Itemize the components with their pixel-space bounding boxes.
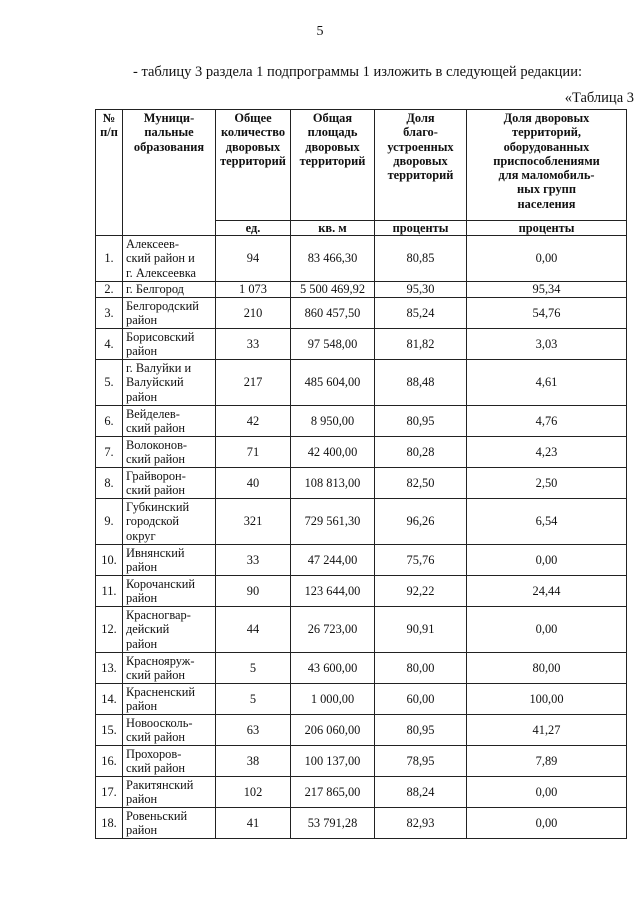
header-line: № xyxy=(102,111,116,125)
cell-equipped: 3,03 xyxy=(467,329,627,360)
cell-area: 83 466,30 xyxy=(291,236,375,282)
unit-total-area: кв. м xyxy=(291,221,375,236)
table-row xyxy=(96,406,627,437)
header-total-count xyxy=(216,110,291,221)
municipality-name-line: район xyxy=(126,591,158,605)
cell-area: 123 644,00 xyxy=(291,576,375,607)
municipality-name-line: ский район xyxy=(126,668,186,682)
municipality-name xyxy=(123,684,216,715)
cell-equipped: 6,54 xyxy=(467,499,627,545)
municipality-name-line: Белгородский xyxy=(126,298,199,313)
municipality-name-line: район xyxy=(126,560,158,574)
municipality-name-line: район xyxy=(126,823,158,837)
cell-count: 102 xyxy=(216,777,291,808)
row-number: 1. xyxy=(96,236,123,282)
header-line: оборудованных xyxy=(503,139,590,154)
municipality-name xyxy=(123,282,216,298)
municipality-name-line: Волоконов- xyxy=(126,437,188,452)
header-line: пальные xyxy=(144,125,194,140)
header-line: образования xyxy=(133,139,205,154)
cell-area: 729 561,30 xyxy=(291,499,375,545)
row-number: 6. xyxy=(96,406,123,437)
municipality-name-line: Грайворон- xyxy=(126,468,186,483)
cell-count: 5 xyxy=(216,653,291,684)
cell-count: 71 xyxy=(216,437,291,468)
header-line: п/п xyxy=(100,125,118,140)
header-line: дворовых xyxy=(225,139,281,154)
row-number: 18. xyxy=(96,808,123,839)
municipality-name xyxy=(123,437,216,468)
header-line: приспособлениями xyxy=(493,153,600,168)
row-number: 13. xyxy=(96,653,123,684)
row-number: 14. xyxy=(96,684,123,715)
cell-count: 33 xyxy=(216,329,291,360)
cell-equipped: 54,76 xyxy=(467,298,627,329)
header-line: Муници- xyxy=(143,111,195,125)
cell-area: 8 950,00 xyxy=(291,406,375,437)
municipality-name-line: Вейделев- xyxy=(126,406,180,421)
cell-count: 42 xyxy=(216,406,291,437)
cell-improved: 82,93 xyxy=(375,808,467,839)
municipality-name xyxy=(123,607,216,653)
cell-improved: 80,95 xyxy=(375,715,467,746)
municipality-name-line: ский район xyxy=(126,761,186,775)
table-row xyxy=(96,437,627,468)
table-row xyxy=(96,282,627,298)
municipality-name-line: округ xyxy=(126,528,156,543)
municipality-name-line: Краснояруж- xyxy=(126,653,195,668)
municipality-name xyxy=(123,329,216,360)
header-line: благо- xyxy=(403,125,438,140)
municipality-name xyxy=(123,499,216,545)
cell-count: 5 xyxy=(216,684,291,715)
row-number: 3. xyxy=(96,298,123,329)
cell-improved: 80,85 xyxy=(375,236,467,282)
cell-area: 206 060,00 xyxy=(291,715,375,746)
municipality-name-line: район xyxy=(126,792,158,806)
municipality-name-line: район xyxy=(126,313,158,327)
municipality-name xyxy=(123,715,216,746)
table-row xyxy=(96,236,627,282)
cell-area: 26 723,00 xyxy=(291,607,375,653)
cell-improved: 95,30 xyxy=(375,282,467,298)
table-body xyxy=(96,236,627,839)
table-row xyxy=(96,607,627,653)
municipality-name xyxy=(123,808,216,839)
municipality-name-line: ский район xyxy=(126,730,186,744)
municipality-name-line: Ровеньский xyxy=(126,808,188,823)
cell-area: 43 600,00 xyxy=(291,653,375,684)
row-number: 7. xyxy=(96,437,123,468)
cell-area: 47 244,00 xyxy=(291,545,375,576)
row-number: 2. xyxy=(96,282,123,298)
table-row xyxy=(96,684,627,715)
table-row xyxy=(96,576,627,607)
header-municipality xyxy=(123,110,216,236)
header-line: Общая xyxy=(312,111,353,125)
cell-count: 63 xyxy=(216,715,291,746)
cell-area: 860 457,50 xyxy=(291,298,375,329)
cell-equipped: 80,00 xyxy=(467,653,627,684)
municipality-name-line: Новоосколь- xyxy=(126,715,193,730)
cell-improved: 80,95 xyxy=(375,406,467,437)
header-line: территорий, xyxy=(512,125,581,140)
cell-improved: 78,95 xyxy=(375,746,467,777)
header-line: площадь xyxy=(307,125,358,140)
municipal-table xyxy=(95,109,627,839)
cell-equipped: 4,23 xyxy=(467,437,627,468)
municipality-name-line: ский район xyxy=(126,452,186,466)
municipality-name xyxy=(123,653,216,684)
cell-equipped: 100,00 xyxy=(467,684,627,715)
cell-equipped: 0,00 xyxy=(467,236,627,282)
cell-equipped: 24,44 xyxy=(467,576,627,607)
unit-share-improved: проценты xyxy=(375,221,467,236)
header-line: территорий xyxy=(387,168,454,183)
table-row xyxy=(96,329,627,360)
cell-count: 44 xyxy=(216,607,291,653)
municipality-name-line: ский район xyxy=(126,483,186,497)
cell-count: 217 xyxy=(216,360,291,406)
cell-equipped: 4,61 xyxy=(467,360,627,406)
municipality-name-line: Ракитянский xyxy=(126,777,194,792)
municipality-name-line: Корочанский xyxy=(126,576,196,591)
municipality-name-line: ский район и xyxy=(126,251,195,266)
page-number: 5 xyxy=(316,24,324,39)
header-line: количество xyxy=(220,125,286,140)
intro-text: - таблицу 3 раздела 1 подпрограммы 1 изложить в следующей редакции: xyxy=(133,64,582,80)
unit-total-count: ед. xyxy=(216,221,291,236)
header-share-improved xyxy=(375,110,467,221)
cell-improved: 81,82 xyxy=(375,329,467,360)
cell-equipped: 2,50 xyxy=(467,468,627,499)
cell-improved: 85,24 xyxy=(375,298,467,329)
municipality-name-line: городской xyxy=(126,514,180,529)
cell-area: 217 865,00 xyxy=(291,777,375,808)
municipality-name-line: Красногвар- xyxy=(126,608,191,623)
header-line: Доля xyxy=(406,111,435,125)
cell-count: 1 073 xyxy=(216,282,291,298)
table-row xyxy=(96,499,627,545)
table-row xyxy=(96,777,627,808)
row-number: 11. xyxy=(96,576,123,607)
municipality-name xyxy=(123,746,216,777)
header-line: ных групп xyxy=(517,182,576,197)
cell-improved: 88,24 xyxy=(375,777,467,808)
table-row xyxy=(96,545,627,576)
municipality-name-line: г. Белгород xyxy=(126,282,184,297)
table-row xyxy=(96,808,627,839)
table-row xyxy=(96,746,627,777)
header-line: дворовых xyxy=(305,139,360,154)
cell-improved: 80,00 xyxy=(375,653,467,684)
municipality-name-line: ский район xyxy=(126,421,186,435)
cell-area: 485 604,00 xyxy=(291,360,375,406)
cell-equipped: 7,89 xyxy=(467,746,627,777)
municipality-name xyxy=(123,545,216,576)
cell-area: 108 813,00 xyxy=(291,468,375,499)
municipality-name xyxy=(123,576,216,607)
cell-count: 210 xyxy=(216,298,291,329)
municipality-name xyxy=(123,298,216,329)
municipality-name-line: Алексеев- xyxy=(126,237,179,252)
row-number: 10. xyxy=(96,545,123,576)
header-total-area xyxy=(291,110,375,221)
table-row xyxy=(96,298,627,329)
header-line: устроенных xyxy=(387,139,454,154)
cell-count: 41 xyxy=(216,808,291,839)
cell-improved: 82,50 xyxy=(375,468,467,499)
cell-area: 1 000,00 xyxy=(291,684,375,715)
cell-improved: 90,91 xyxy=(375,607,467,653)
cell-area: 97 548,00 xyxy=(291,329,375,360)
municipality-name xyxy=(123,468,216,499)
cell-equipped: 0,00 xyxy=(467,607,627,653)
municipality-name-line: дейский xyxy=(126,622,170,637)
header-line: территорий xyxy=(220,153,286,168)
table-row xyxy=(96,653,627,684)
municipality-name-line: район xyxy=(126,344,158,358)
cell-improved: 80,28 xyxy=(375,437,467,468)
cell-count: 94 xyxy=(216,236,291,282)
row-number: 12. xyxy=(96,607,123,653)
cell-count: 40 xyxy=(216,468,291,499)
municipality-name-line: г. Валуйки и xyxy=(126,361,192,376)
cell-area: 42 400,00 xyxy=(291,437,375,468)
municipality-name-line: район xyxy=(126,389,158,404)
row-number: 4. xyxy=(96,329,123,360)
cell-improved: 96,26 xyxy=(375,499,467,545)
table-caption: «Таблица 3 xyxy=(564,90,634,106)
cell-equipped: 0,00 xyxy=(467,808,627,839)
row-number: 9. xyxy=(96,499,123,545)
cell-improved: 88,48 xyxy=(375,360,467,406)
municipality-name-line: Губкинский xyxy=(126,500,190,515)
row-number: 8. xyxy=(96,468,123,499)
row-number: 5. xyxy=(96,360,123,406)
municipality-name-line: Валуйский xyxy=(126,375,184,390)
cell-count: 38 xyxy=(216,746,291,777)
municipality-name-line: район xyxy=(126,699,158,713)
municipality-name-line: Ивнянский xyxy=(126,545,185,560)
cell-improved: 75,76 xyxy=(375,545,467,576)
table-row xyxy=(96,360,627,406)
cell-equipped: 95,34 xyxy=(467,282,627,298)
header-line: населения xyxy=(517,196,576,211)
header-num xyxy=(96,110,123,236)
cell-equipped: 0,00 xyxy=(467,777,627,808)
cell-equipped: 4,76 xyxy=(467,406,627,437)
header-line: дворовых xyxy=(393,153,448,168)
cell-area: 5 500 469,92 xyxy=(291,282,375,298)
table-row xyxy=(96,468,627,499)
municipality-name xyxy=(123,406,216,437)
cell-count: 90 xyxy=(216,576,291,607)
municipality-name-line: Борисовский xyxy=(126,329,195,344)
cell-equipped: 41,27 xyxy=(467,715,627,746)
municipality-name-line: Красненский xyxy=(126,684,196,699)
municipality-name-line: г. Алексеевка xyxy=(126,265,197,280)
unit-share-equipped: проценты xyxy=(467,221,627,236)
header-line: для маломобиль- xyxy=(498,168,595,183)
header-line: Общее xyxy=(234,111,272,125)
municipality-name xyxy=(123,236,216,282)
municipality-name xyxy=(123,360,216,406)
header-line: территорий xyxy=(299,153,366,168)
municipality-name-line: район xyxy=(126,636,158,651)
cell-improved: 92,22 xyxy=(375,576,467,607)
row-number: 17. xyxy=(96,777,123,808)
municipality-name xyxy=(123,777,216,808)
cell-area: 100 137,00 xyxy=(291,746,375,777)
table-row xyxy=(96,715,627,746)
cell-count: 321 xyxy=(216,499,291,545)
row-number: 16. xyxy=(96,746,123,777)
cell-equipped: 0,00 xyxy=(467,545,627,576)
row-number: 15. xyxy=(96,715,123,746)
header-share-equipped xyxy=(467,110,627,221)
cell-improved: 60,00 xyxy=(375,684,467,715)
cell-count: 33 xyxy=(216,545,291,576)
municipality-name-line: Прохоров- xyxy=(126,746,182,761)
cell-area: 53 791,28 xyxy=(291,808,375,839)
header-line: Доля дворовых xyxy=(503,111,590,125)
